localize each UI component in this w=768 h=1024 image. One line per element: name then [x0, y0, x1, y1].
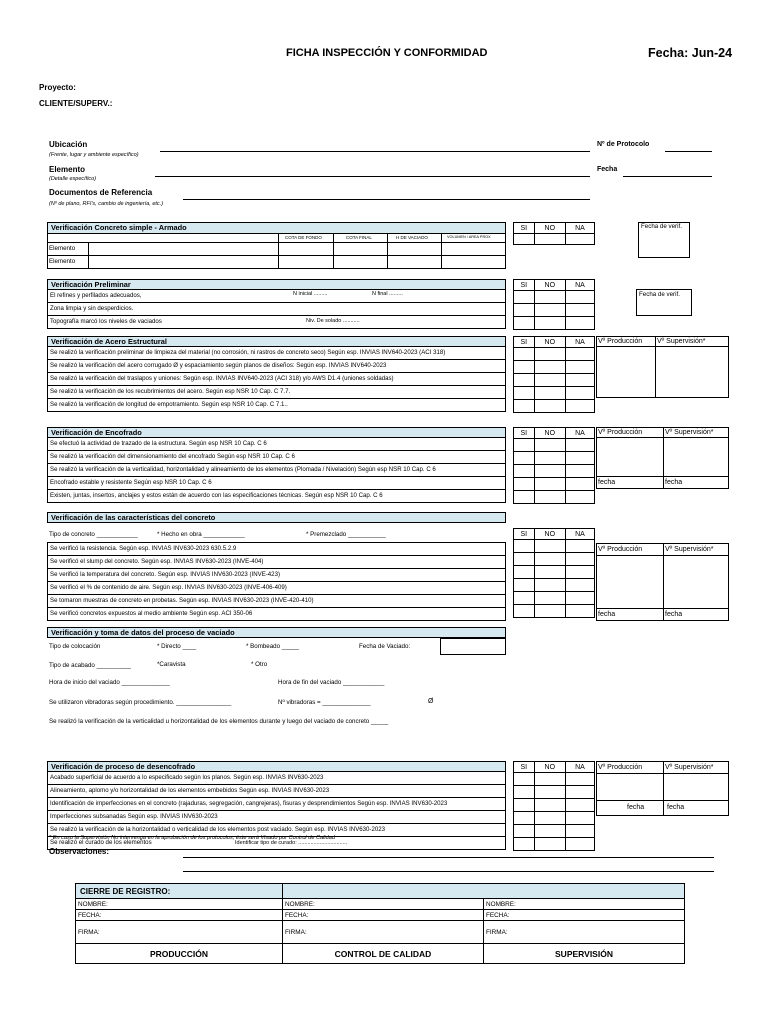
sec4-vprod-label: Vº Producción — [598, 429, 643, 436]
sec2-niv-solado: Niv. De solado ........... — [306, 318, 360, 324]
check-cell[interactable] — [565, 317, 594, 330]
sec2-row: Zona limpia y sin desperdicios. — [47, 303, 506, 316]
no-header: NO — [534, 337, 565, 348]
check-cell[interactable] — [534, 566, 565, 579]
na-header: NA — [565, 280, 594, 291]
sec5-row: Se verificó concretos expuestos al medio ambiente Según esp. ACI 350-06 — [47, 608, 506, 621]
client-label: CLIENTE/SUPERV.: — [39, 99, 113, 108]
check-cell[interactable] — [534, 825, 565, 838]
sec4-prod-fecha-label: fecha — [598, 479, 616, 486]
cierre-title-fill — [283, 884, 685, 899]
sec4-row: Se realizó la verificación del dimensionamiento del encofrado Según esp NSR 10 Cap. C 6 — [47, 451, 506, 464]
check-cell[interactable] — [534, 605, 565, 618]
sec3-vbox-divider — [596, 346, 729, 347]
sup-firma-field[interactable]: FIRMA: — [484, 921, 685, 944]
sec2-fecha-verif-label: Fecha de verif. — [639, 291, 680, 298]
check-cell[interactable] — [534, 540, 565, 553]
sec6-colocacion: Tipo de colocación — [49, 643, 101, 650]
check-cell[interactable] — [514, 291, 535, 304]
sec1-row-2 — [47, 255, 506, 269]
prod-firma-field[interactable]: FIRMA: — [76, 921, 283, 944]
check-cell[interactable] — [534, 465, 565, 478]
sec3-row: Se realizó la verificación de longitud de empotramiento. Según esp NSR 10 Cap. C 7.1.. — [47, 399, 506, 412]
sec6-hora-inicio[interactable]: Hora de inicio del vaciado ______________ — [49, 679, 170, 686]
sec4-header: Verificación de Encofrado — [47, 427, 506, 438]
sec4-check-grid[interactable] — [513, 427, 595, 504]
sec5-vsup-label: Vº Supervisión* — [665, 546, 714, 553]
check-cell[interactable] — [565, 491, 594, 504]
sec1-divider — [88, 242, 89, 269]
check-cell[interactable] — [565, 579, 594, 592]
role-produccion: PRODUCCIÓN — [76, 944, 283, 964]
check-cell[interactable] — [534, 799, 565, 812]
check-cell[interactable] — [565, 234, 594, 245]
check-cell[interactable] — [514, 553, 535, 566]
sec6-vibradoras[interactable]: Se utilizaron vibradoras según procedimiento. ________________ — [49, 699, 232, 706]
na-header: NA — [565, 529, 594, 540]
check-cell[interactable] — [534, 304, 565, 317]
sec4-vsup-label: Vº Supervisión* — [665, 429, 714, 436]
check-cell[interactable] — [565, 605, 594, 618]
sec4-row: Existen, juntas, insertos, anclajes y estos están de acuerdo con las especificaciones técnicas. Según esp NSR 10 Cap. C 6 — [47, 490, 506, 503]
check-cell[interactable] — [514, 812, 535, 825]
check-cell[interactable] — [565, 773, 594, 786]
sec6-n-vibradoras[interactable]: Nº vibradoras = ______________ — [278, 699, 371, 706]
sec1-col-label: COTA DE FONDO — [285, 235, 322, 240]
check-cell[interactable] — [534, 234, 565, 245]
ubicacion-label: Ubicación — [49, 140, 88, 149]
documentos-label: Documentos de Referencia — [49, 188, 153, 197]
sec2-row: Topografía marcó los niveles de vaciados — [47, 316, 506, 329]
sec5-premezclado[interactable]: * Premezclado ___________ — [306, 531, 386, 538]
sec7-row: Identificación de imperfecciones en el concreto (rajaduras, segregación, cangrejeras), fisuras y desprendimientos Según esp. INVIAS INV630-2023 — [47, 798, 506, 811]
check-cell[interactable] — [514, 452, 535, 465]
qc-fecha-field[interactable]: FECHA: — [283, 910, 484, 921]
sec6-directo[interactable]: * Directo ____ — [157, 643, 197, 650]
fecha-field[interactable] — [623, 176, 712, 177]
sup-fecha-field[interactable]: FECHA: — [484, 910, 685, 921]
elemento-label: Elemento — [49, 165, 86, 174]
check-cell[interactable] — [514, 592, 535, 605]
si-header: SI — [514, 762, 535, 773]
check-cell[interactable] — [534, 579, 565, 592]
protocolo-field[interactable] — [665, 151, 712, 152]
check-cell[interactable] — [534, 553, 565, 566]
check-cell[interactable] — [565, 553, 594, 566]
check-cell[interactable] — [565, 540, 594, 553]
check-cell[interactable] — [534, 491, 565, 504]
check-cell[interactable] — [514, 605, 535, 618]
sec7-vsup-label: Vº Supervisión* — [665, 764, 714, 771]
check-cell[interactable] — [514, 579, 535, 592]
check-cell[interactable] — [514, 400, 535, 413]
sec2-row: El refines y perfilados adecuados, — [47, 290, 506, 303]
role-supervision: SUPERVISIÓN — [484, 944, 685, 964]
check-cell[interactable] — [534, 452, 565, 465]
cierre-registro-table — [75, 883, 685, 964]
check-cell[interactable] — [565, 786, 594, 799]
check-cell[interactable] — [565, 838, 594, 851]
observaciones-line-1[interactable] — [183, 857, 714, 858]
check-cell[interactable] — [534, 317, 565, 330]
sec3-vsup-label: Vº Supervisión* — [657, 338, 706, 345]
sec7-prod-fecha-label: fecha — [627, 804, 645, 811]
check-cell[interactable] — [514, 838, 535, 851]
sec6-fecha-vaciado-field[interactable] — [440, 638, 506, 655]
sec5-vbox-divider — [596, 555, 729, 556]
sec5-row: Se tomaron muestras de concreto en probetas. Según esp. INVIAS INV630-2023 (INVE-420-410) — [47, 595, 506, 608]
sec6-bombeado[interactable]: * Bombeado _____ — [246, 643, 299, 650]
sec6-header: Verificación y toma de datos del proceso de vaciado — [47, 627, 506, 638]
sec7-vbox-divider — [596, 773, 729, 774]
check-cell[interactable] — [534, 812, 565, 825]
check-cell[interactable] — [565, 400, 594, 413]
check-cell[interactable] — [565, 566, 594, 579]
sec5-vbox-divider — [596, 608, 729, 609]
check-cell[interactable] — [514, 825, 535, 838]
sec3-check-grid[interactable] — [513, 336, 595, 413]
check-cell[interactable] — [514, 491, 535, 504]
sec7-check-grid[interactable] — [513, 761, 595, 851]
ubicacion-hint: (Frente, lugar y ambiente específico) — [49, 152, 139, 158]
check-cell[interactable] — [534, 478, 565, 491]
sec1-divider — [333, 233, 334, 269]
sec7-row: Se realizó el curado de los elementos — [47, 837, 506, 850]
sec5-header: Verificación de las características del concreto — [47, 512, 506, 523]
check-cell[interactable] — [514, 799, 535, 812]
supervision-note: * En caso la Supervisión No intervenga en la aprobación de los protocolos, éste será Visado por Control de Calidad — [49, 835, 335, 841]
check-cell[interactable] — [534, 361, 565, 374]
sec3-row: Se realizó la verificación del traslapos y uniones: Según esp. INVIAS INV640-2023 (ACI 318) y/o AWS D1.4 (uniones soldadas) — [47, 373, 506, 386]
check-cell[interactable] — [514, 387, 535, 400]
check-cell[interactable] — [534, 374, 565, 387]
sec6-otro[interactable]: * Otro — [251, 661, 268, 668]
check-cell[interactable] — [514, 566, 535, 579]
role-control-calidad: CONTROL DE CALIDAD — [283, 944, 484, 964]
check-cell[interactable] — [514, 540, 535, 553]
sec5-row: Se verificó la temperatura del concreto. Según esp. INVIAS INV630-2023 (INVE-423) — [47, 569, 506, 582]
na-header: NA — [565, 223, 594, 234]
no-header: NO — [534, 280, 565, 291]
sec3-vprod-label: Vº Producción — [598, 338, 643, 345]
no-header: NO — [534, 529, 565, 540]
no-header: NO — [534, 428, 565, 439]
check-cell[interactable] — [565, 465, 594, 478]
sec5-hecho-obra[interactable]: * Hecho en obra ____________ — [157, 531, 245, 538]
sec1-col-label: VOLUMEN / AREA PROX — [447, 235, 491, 239]
observaciones-line-2[interactable] — [183, 871, 714, 872]
documentos-hint: (Nº de plano, RFI's, cambio de ingeniería, etc.) — [49, 201, 164, 207]
check-cell[interactable] — [514, 361, 535, 374]
check-cell[interactable] — [565, 825, 594, 838]
check-cell[interactable] — [514, 234, 535, 245]
sec1-check-grid[interactable] — [513, 222, 595, 245]
sec4-row: Se realizó la verificación de la verticalidad, horizontalidad y alineamiento de los elementos (Plomada / Nivelación) Según esp NSR 10 Cap. C 6 — [47, 464, 506, 477]
sec3-row: Se realizó la verificación de los recubrimientos del acero. Según esp NSR 10 Cap. C 7.7. — [47, 386, 506, 399]
sec7-vprod-label: Vº Producción — [598, 764, 643, 771]
prod-nombre-field[interactable]: NOMBRE: — [76, 899, 283, 910]
na-header: NA — [565, 337, 594, 348]
check-cell[interactable] — [534, 387, 565, 400]
sec7-row: Imperfecciones subsanadas Según esp. INVIAS INV630-2023 — [47, 811, 506, 824]
sec5-row: Se verificó el % de contenido de aire. Según esp. INVIAS INV630-2023 (INVE-406-409) — [47, 582, 506, 595]
sec5-vprod-label: Vº Producción — [598, 546, 643, 553]
check-cell[interactable] — [534, 838, 565, 851]
check-cell[interactable] — [534, 291, 565, 304]
qc-nombre-field[interactable]: NOMBRE: — [283, 899, 484, 910]
sec1-row-label: Elemento — [49, 245, 76, 252]
sec1-row-label: Elemento — [49, 258, 76, 265]
sec5-prod-fecha-label: fecha — [598, 611, 616, 618]
sec2-header: Verificación Preliminar — [47, 279, 506, 290]
sec4-sup-fecha-label: fecha — [665, 479, 683, 486]
check-cell[interactable] — [514, 478, 535, 491]
sec5-row: Se verificó la resistencia. Según esp. INVIAS INV630-2023 630.5.2.9 — [47, 543, 506, 556]
check-cell[interactable] — [565, 812, 594, 825]
sec3-row: Se realizó la verificación preliminar de limpieza del material (no corrosión, ni rastros de concreto seco) Según esp. INVIAS INV640-2023 (ACI 318) — [47, 347, 506, 360]
check-cell[interactable] — [565, 348, 594, 361]
sec6-acabado[interactable]: Tipo de acabado __________ — [49, 662, 131, 669]
sec7-header: Verificación de proceso de desencofrado — [47, 761, 506, 772]
sec1-row-1 — [47, 242, 506, 256]
check-cell[interactable] — [565, 291, 594, 304]
check-cell[interactable] — [514, 465, 535, 478]
check-cell[interactable] — [534, 348, 565, 361]
sec7-vbox-divider — [596, 800, 729, 801]
check-cell[interactable] — [565, 452, 594, 465]
check-cell[interactable] — [565, 387, 594, 400]
sec5-sup-fecha-label: fecha — [665, 611, 683, 618]
sec7-sup-fecha-label: fecha — [667, 804, 685, 811]
sec2-check-grid[interactable] — [513, 279, 595, 330]
check-cell[interactable] — [534, 786, 565, 799]
prod-fecha-field[interactable]: FECHA: — [76, 910, 283, 921]
no-header: NO — [534, 762, 565, 773]
sec6-caravista[interactable]: *Caravista — [157, 661, 186, 668]
sec4-vbox-divider — [596, 437, 729, 438]
sec4-row: Se efectuó la actividad de trazado de la estructura. Según esp NSR 10 Cap. C 6 — [47, 438, 506, 451]
sec2-n-final: N final ......... — [372, 291, 403, 297]
sec2-n-inicial: N inicial ......... — [293, 291, 328, 297]
check-cell[interactable] — [565, 439, 594, 452]
check-cell[interactable] — [514, 348, 535, 361]
check-cell[interactable] — [514, 786, 535, 799]
sec3-header: Verificación de Acero Estructural — [47, 336, 506, 347]
fecha-label: Fecha — [597, 166, 618, 173]
si-header: SI — [514, 337, 535, 348]
diameter-icon: Ø — [428, 698, 434, 705]
na-header: NA — [565, 428, 594, 439]
project-label: Proyecto: — [39, 83, 76, 92]
observaciones-label: Observaciones: — [49, 847, 110, 856]
check-cell[interactable] — [534, 773, 565, 786]
check-cell[interactable] — [565, 374, 594, 387]
elemento-hint: (Detalle específico) — [49, 176, 97, 182]
sec7-row: Alineamiento, aplomo y/o horizontalidad de los elementos embebidos Según esp. INVIAS INV630-2023 — [47, 785, 506, 798]
check-cell[interactable] — [565, 361, 594, 374]
si-header: SI — [514, 223, 535, 234]
sec7-row: Se realizó la verificación de la horizontalidad o verticalidad de los elementos post vaciado. Según esp. INVIAS INV630-2023 — [47, 824, 506, 837]
sec1-divider — [441, 233, 442, 269]
si-header: SI — [514, 280, 535, 291]
check-cell[interactable] — [514, 317, 535, 330]
na-header: NA — [565, 762, 594, 773]
sec4-vbox-divider — [596, 476, 729, 477]
sec6-verticalidad[interactable]: Se realizó la verificación de la verticalidad u horizontalidad de los elementos durante y luego del vaciado de concreto _____ — [49, 718, 389, 725]
check-cell[interactable] — [565, 799, 594, 812]
check-cell[interactable] — [534, 439, 565, 452]
si-header: SI — [514, 529, 535, 540]
sec5-tipo-concreto[interactable]: Tipo de concreto ____________ — [49, 531, 138, 538]
check-cell[interactable] — [514, 439, 535, 452]
no-header: NO — [534, 223, 565, 234]
check-cell[interactable] — [534, 400, 565, 413]
check-cell[interactable] — [534, 592, 565, 605]
sec1-fecha-verif-label: Fecha de verif. — [641, 223, 682, 230]
sec6-fecha-vaciado-label: Fecha de Vaciado: — [359, 643, 411, 650]
elemento-field[interactable] — [155, 176, 590, 177]
page-title: FICHA INSPECCIÓN Y CONFORMIDAD — [286, 47, 488, 59]
sec7-row: Acabado superficial de acuerdo a lo especificado según los planos. Según esp. INVIAS INV630-2023 — [47, 772, 506, 785]
sec1-col-label: COTA FINAL — [346, 235, 372, 240]
protocolo-label: Nº de Protocolo — [597, 141, 650, 148]
sec4-row: Encofrado estable y resistente Según esp NSR 10 Cap. C 6 — [47, 477, 506, 490]
sec1-divider — [387, 233, 388, 269]
ubicacion-field[interactable] — [160, 151, 590, 152]
qc-firma-field[interactable]: FIRMA: — [283, 921, 484, 944]
check-cell[interactable] — [565, 478, 594, 491]
check-cell[interactable] — [514, 374, 535, 387]
sec3-row: Se realizó la verificación del acero corrugado Ø y espaciamiento según planos de diseños: Según esp. INVIAS INV640-2023 — [47, 360, 506, 373]
sup-nombre-field[interactable]: NOMBRE: — [484, 899, 685, 910]
check-cell[interactable] — [514, 304, 535, 317]
si-header: SI — [514, 428, 535, 439]
check-cell[interactable] — [565, 304, 594, 317]
sec1-col-label: H DE VACIADO — [396, 235, 428, 240]
documentos-field[interactable] — [183, 199, 590, 200]
sec6-hora-fin[interactable]: Hora de fin del vaciado ____________ — [278, 679, 385, 686]
header-date: Fecha: Jun-24 — [648, 46, 733, 60]
check-cell[interactable] — [514, 773, 535, 786]
sec1-header: Verificación Concreto simple - Armado — [47, 222, 506, 234]
cierre-title: CIERRE DE REGISTRO: — [76, 884, 283, 899]
check-cell[interactable] — [565, 592, 594, 605]
sec1-divider — [278, 233, 279, 269]
sec5-check-grid[interactable] — [513, 528, 595, 618]
sec5-row: Se verificó el slump del concreto. Según esp. INVIAS INV630-2023 (INVE-404) — [47, 556, 506, 569]
sec7-curado-type[interactable]: Identificar tipo de curado: ................................ — [235, 840, 348, 846]
